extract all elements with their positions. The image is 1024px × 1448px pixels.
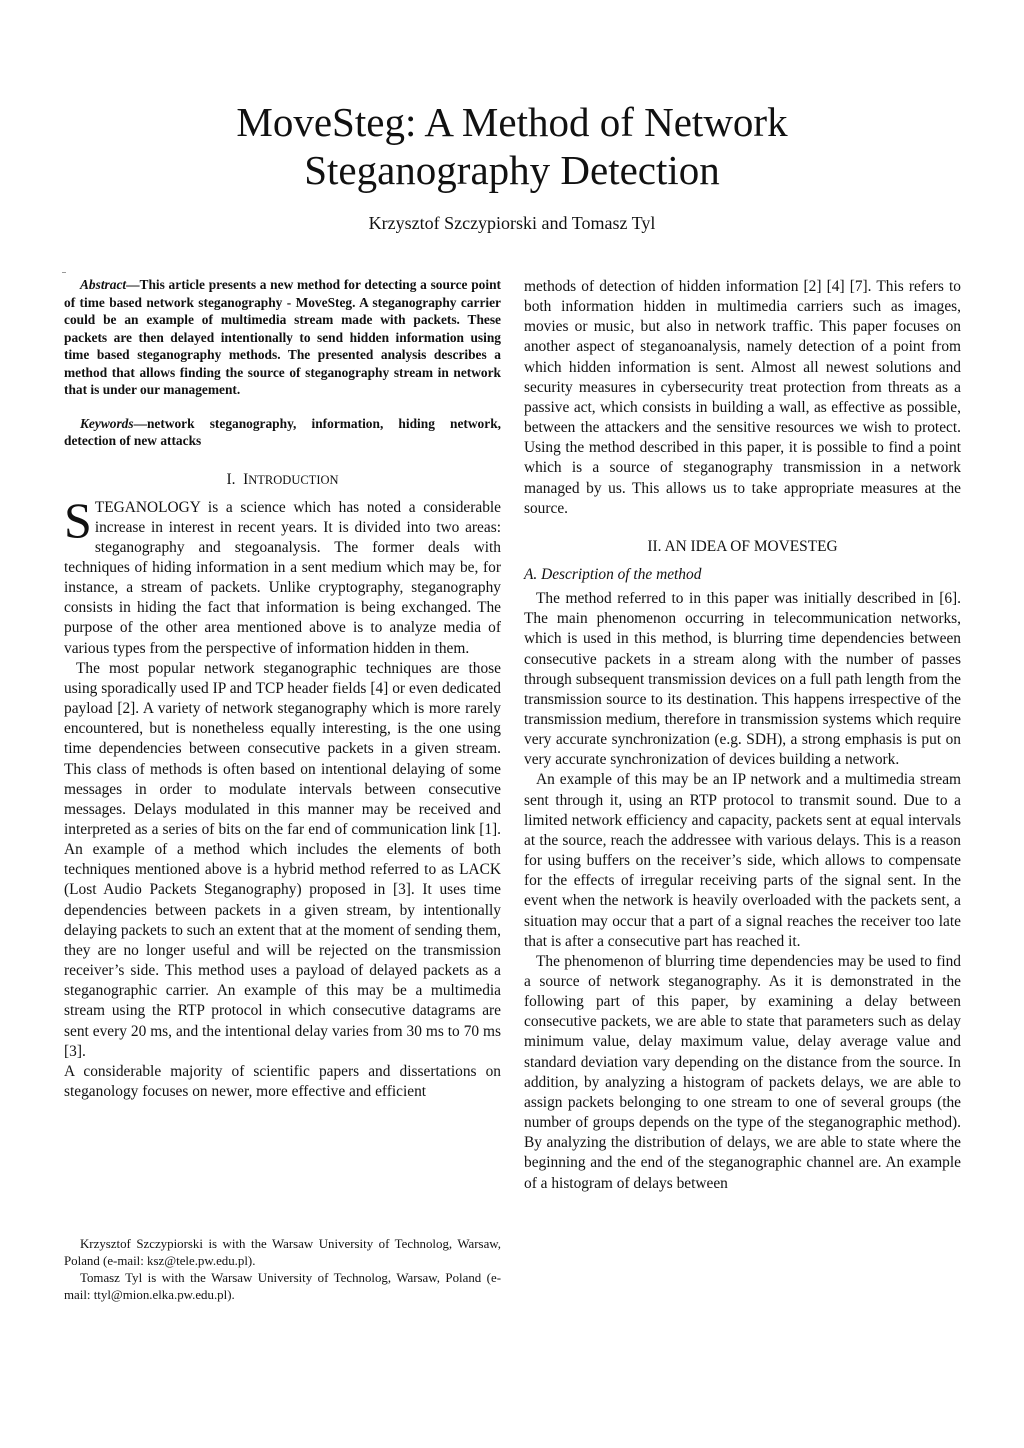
intro-paragraph-1 xyxy=(64,491,501,659)
idea-paragraph-2: An example of this may be an IP network and a multimedia stream sent through it, using an RTP protocol to transmit sound. Due to a limited network efficiency and capacity, packets sent at equal intervals at the source, reach the addressee with various delays. This is a reason for using buffers on the receiver’s side, which allows to compensate for the effects of irregular receiving parts of the signal sent. In the event when the network is heavily overloaded with the packets sent, a situation may occur that a part of a signal reaches the receiver too late that is after a consecutive part has reached it. xyxy=(524,771,961,950)
subsection-heading-description: A. Description of the method xyxy=(524,565,702,583)
abstract xyxy=(64,276,501,399)
title-line-2: Steganography Detection xyxy=(304,147,720,193)
intro-paragraph-2: The most popular network steganographic techniques are those using sporadically used IP and TCP header fields [4] or even dedicated payload [2]. A variety of network steganography which is more rarely encountered, but is nonetheless equally interesting, is the one using time dependencies between consecutive packets in a given stream. This class of methods is often based on intentional delaying of some messages in order to modulate intervals between consecutive messages. Delays modulated in this manner may be received and interpreted as a series of bits on the far end of communication link [1]. An example of a method which includes the elements of both techniques mentioned above is a hybrid method referred to as LACK (Lost Audio Packets Steganography) proposed in [3]. It uses time dependencies between packets in a given stream, by intentionally delaying packets to such an extent that at the moment of sending them, they are no longer useful and will be rejected on the transmission receiver’s side. This method uses a payload of delayed packets as a steganographic carrier. An example of this may be a multimedia stream using the RTP protocol in which consecutive datagrams are sent every 20 ms, and the intentional delay varies from 30 ms to 70 ms [3]. xyxy=(64,659,501,1060)
section-heading-introduction xyxy=(64,470,501,490)
keywords-label: Keywords xyxy=(80,415,134,431)
right-column xyxy=(524,277,961,1194)
author-list: Krzysztof Szczypiorski and Tomasz Tyl xyxy=(368,213,656,233)
intro-paragraph-3: A considerable majority of scientific papers and dissertations on steganology focuses on newer, more effective and efficient xyxy=(64,1062,501,1101)
intro-paragraph-4: methods of detection of hidden information [2] [4] [7]. This refers to both information hidden in multimedia carriers such as images, movies or music, but also in network traffic. This paper focuses on another aspect of steganoanalysis, namely detection of a point from which hidden information is sent. Almost all newest solutions and security measures in cybersecurity treat protection from threats as a passive act, which consists in building a wall, as effective as possible, between the attackers and the sensitive resources we wish to protect. Using the method described in this paper, it is possible to find a point which is a source of steganography transmission in a network managed by us. This allows us to take appropriate measures at the source. xyxy=(524,278,961,517)
title-line-1: MoveSteg: A Method of Network xyxy=(236,99,788,145)
abstract-label: Abstract xyxy=(80,277,127,292)
section-title-rest: NTRODUCTION xyxy=(248,472,339,487)
footnotes xyxy=(64,1236,501,1304)
keywords xyxy=(64,415,501,450)
section-numeral: I. xyxy=(226,470,236,488)
drop-cap: S xyxy=(64,491,92,548)
footnote-author-2: Tomasz Tyl is with the Warsaw University of Technolog, Warsaw, Poland (e-mail: ttyl@mion.elka.pw.edu.pl). xyxy=(64,1271,501,1302)
idea-paragraph-3: The phenomenon of blurring time dependencies may be used to find a source of network steganography. As it is demonstrated in the following part of this paper, by examining a delay between consecutive packets, we are able to state that parameters such as delay minimum value, delay maximum value, delay average value and standard deviation vary depending on the distance from the source. In addition, by analyzing a histogram of packets delays, we are able to assign packets belonging to one stream to one of several groups (the number of groups depends on the type of the steganographic method). By analyzing the distribution of delays, we are able to state where the beginning and the end of the steganographic channel are. An example of a histogram of delays between xyxy=(524,952,961,1192)
section-heading-idea: II. AN IDEA OF MOVESTEG xyxy=(647,537,838,555)
margin-mark xyxy=(62,272,66,273)
footnote-author-1: Krzysztof Szczypiorski is with the Warsaw University of Technolog, Warsaw, Poland (e-mail: ksz@tele.pw.edu.pl). xyxy=(64,1237,501,1268)
intro-paragraph-1-text: TEGANOLOGY is a science which has noted a considerable increase in interest in recent years. It is divided into two areas: steganography and stegoanalysis. The former deals with techniques of hiding information in a sent medium which may be, for instance, a stream of packets. Unlike cryptography, steganography consists in hiding the fact that information is being exchanged. The purpose of the other area mentioned above is to analyze media of various types from the perspective of information hidden in them. xyxy=(64,498,501,657)
keywords-text: —network steganography, information, hiding network, detection of new attacks xyxy=(64,415,501,448)
abstract-text: —This article presents a new method for detecting a source point of time based network steganography - MoveSteg. A steganography carrier could be an example of multimedia stream made with packets. These packets are then delayed intentionally to send hidden information using time based steganography methods. The presented analysis describes a method that allows finding the source of steganography stream in network that is under our management. xyxy=(64,277,501,397)
left-column xyxy=(64,276,501,1102)
paper-title xyxy=(0,98,1024,194)
idea-paragraph-1: The method referred to in this paper was initially described in [6]. The main phenomenon occurring in telecommunication networks, which is used in this method, is blurring time dependencies between consecutive packets in a stream along with the number of passes through subsequent transmission devices on a full path length from the transmission source to its destination. This happens irrespective of the transmission medium, therefore in transmission systems which require very accurate synchronization (e.g. SDH), a strong emphasis is put on very accurate synchronization of devices building a network. xyxy=(524,590,961,769)
section-title-cap: I xyxy=(243,470,249,488)
